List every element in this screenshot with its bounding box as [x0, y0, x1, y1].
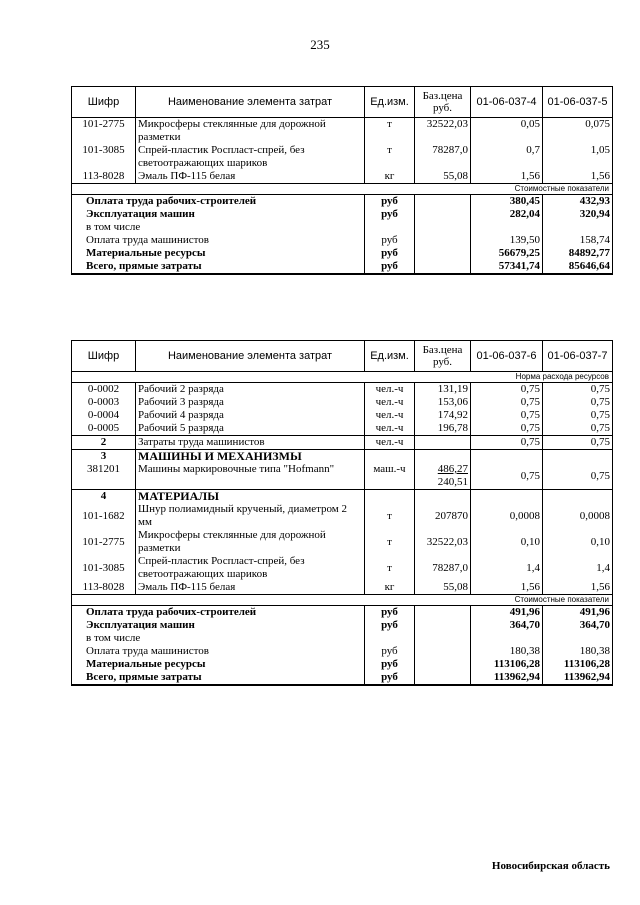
- section-number: 4: [72, 490, 136, 504]
- summary-value-2: 113962,94: [543, 671, 613, 685]
- row-value-2: 0,75: [543, 409, 613, 422]
- summary-value-2: 113106,28: [543, 658, 613, 671]
- row-code: 113-8028: [72, 581, 136, 595]
- header-code: Шифр: [72, 341, 136, 372]
- summary-row: [72, 221, 613, 234]
- summary-name: Эксплуатация машин: [72, 208, 365, 221]
- table-row: [72, 581, 613, 595]
- summary-value-1: 180,38: [471, 645, 543, 658]
- table-row: [72, 555, 613, 581]
- row-value-1: 0,75: [471, 383, 543, 397]
- table-row: [72, 170, 613, 184]
- table-row: [72, 118, 613, 145]
- subheader-label: Стоимостные показатели: [72, 184, 613, 195]
- section-empty: [415, 436, 471, 450]
- row-name: Микросферы стеклянные для дорожной разметки: [136, 529, 365, 555]
- row-base-price: 196,78: [415, 422, 471, 436]
- header-unit: Ед.изм.: [365, 341, 415, 372]
- row-name: Машины маркировочные типа "Hofmann": [136, 463, 365, 490]
- header-name: Наименование элемента затрат: [136, 341, 365, 372]
- row-unit: т: [365, 118, 415, 145]
- summary-empty: [415, 221, 471, 234]
- summary-value-1: [471, 632, 543, 645]
- row-code: 381201: [72, 463, 136, 490]
- row-base-price: 55,08: [415, 581, 471, 595]
- estimate-table-1: [71, 86, 613, 275]
- row-code: 101-3085: [72, 144, 136, 170]
- row-unit: т: [365, 503, 415, 529]
- section-empty: [415, 490, 471, 504]
- row-value-2: 0,075: [543, 118, 613, 145]
- summary-empty: [415, 208, 471, 221]
- summary-value-2: [543, 632, 613, 645]
- row-unit: т: [365, 144, 415, 170]
- summary-empty: [415, 234, 471, 247]
- cost-indicators-subheader: [72, 184, 613, 195]
- row-value-1: 0,75: [471, 409, 543, 422]
- header-code: Шифр: [72, 87, 136, 118]
- section-empty: [543, 450, 613, 464]
- row-value-2: 0,75: [543, 396, 613, 409]
- row-value-1: 0,75: [471, 396, 543, 409]
- summary-unit: руб: [365, 645, 415, 658]
- row-value-1: 1,56: [471, 581, 543, 595]
- header-col-1: 01-06-037-6: [471, 341, 543, 372]
- summary-unit: руб: [365, 247, 415, 260]
- row-code: 0-0004: [72, 409, 136, 422]
- row-name: Рабочий 2 разряда: [136, 383, 365, 397]
- row-value-1: 1,56: [471, 170, 543, 184]
- row-base-price: 207870: [415, 503, 471, 529]
- row-value-1: 0,75: [471, 422, 543, 436]
- row-value-1: 1,4: [471, 555, 543, 581]
- row-name: Шнур полиамидный крученый, диаметром 2 мм: [136, 503, 365, 529]
- table-row: [72, 422, 613, 436]
- row-value-1: 0,10: [471, 529, 543, 555]
- summary-row: [72, 632, 613, 645]
- row-unit: кг: [365, 581, 415, 595]
- row-code: 101-2775: [72, 529, 136, 555]
- row-unit: чел.-ч: [365, 422, 415, 436]
- section-machines: [72, 450, 613, 464]
- row-base-price: 55,08: [415, 170, 471, 184]
- summary-row: [72, 247, 613, 260]
- summary-value-2: 84892,77: [543, 247, 613, 260]
- estimate-table-2: [71, 340, 613, 686]
- row-code: 101-1682: [72, 503, 136, 529]
- footer-region: Новосибирская область: [491, 860, 610, 872]
- machine-price: 486,27: [437, 463, 468, 475]
- summary-row: [72, 208, 613, 221]
- summary-unit: руб: [365, 671, 415, 685]
- row-base-price: 131,19: [415, 383, 471, 397]
- subheader-label: Стоимостные показатели: [72, 595, 613, 606]
- section-title: МАШИНЫ И МЕХАНИЗМЫ: [136, 450, 365, 464]
- summary-value-1: 56679,25: [471, 247, 543, 260]
- section-empty: [365, 450, 415, 464]
- row-code: 101-2775: [72, 118, 136, 145]
- table-row: [72, 503, 613, 529]
- summary-empty: [415, 247, 471, 260]
- table-row: [72, 383, 613, 397]
- row-name: Рабочий 4 разряда: [136, 409, 365, 422]
- header-base-price: Баз.цена руб.: [415, 87, 471, 118]
- summary-empty: [415, 606, 471, 620]
- summary-value-2: [543, 221, 613, 234]
- table-row: [72, 396, 613, 409]
- row-unit: кг: [365, 170, 415, 184]
- summary-unit: руб: [365, 606, 415, 620]
- section-materials: [72, 490, 613, 504]
- summary-value-1: [471, 221, 543, 234]
- summary-empty: [415, 658, 471, 671]
- summary-unit: руб: [365, 658, 415, 671]
- summary-value-2: 180,38: [543, 645, 613, 658]
- summary-unit: [365, 221, 415, 234]
- row-value-2: 0,0008: [543, 503, 613, 529]
- summary-empty: [415, 645, 471, 658]
- row-name: Эмаль ПФ-115 белая: [136, 170, 365, 184]
- summary-value-1: 282,04: [471, 208, 543, 221]
- row-unit: т: [365, 555, 415, 581]
- summary-name: Материальные ресурсы: [72, 247, 365, 260]
- summary-unit: руб: [365, 208, 415, 221]
- summary-name: Всего, прямые затраты: [72, 260, 365, 274]
- row-code: 113-8028: [72, 170, 136, 184]
- section-name: Затраты труда машинистов: [136, 436, 365, 450]
- row-unit: чел.-ч: [365, 409, 415, 422]
- row-code: 0-0003: [72, 396, 136, 409]
- row-base-price: 174,92: [415, 409, 471, 422]
- section-number: 2: [72, 436, 136, 450]
- summary-empty: [415, 632, 471, 645]
- header-name: Наименование элемента затрат: [136, 87, 365, 118]
- summary-value-1: 380,45: [471, 195, 543, 209]
- table-1-header: [72, 87, 613, 118]
- header-unit: Ед.изм.: [365, 87, 415, 118]
- summary-unit: руб: [365, 195, 415, 209]
- summary-name: Оплата труда рабочих-строителей: [72, 195, 365, 209]
- page-number: 235: [310, 37, 330, 52]
- header-col-1: 01-06-037-4: [471, 87, 543, 118]
- section-title: МАТЕРИАЛЫ: [136, 490, 365, 504]
- row-base-price: 78287,0: [415, 144, 471, 170]
- summary-value-1: 113962,94: [471, 671, 543, 685]
- section-empty: [415, 450, 471, 464]
- row-name: Рабочий 3 разряда: [136, 396, 365, 409]
- summary-empty: [415, 195, 471, 209]
- section-empty: [471, 490, 543, 504]
- header-col-2: 01-06-037-7: [543, 341, 613, 372]
- machine-operator-price: 240,51: [437, 476, 468, 488]
- section-unit: чел.-ч: [365, 436, 415, 450]
- row-value-1: 0,75: [471, 463, 543, 490]
- row-unit: чел.-ч: [365, 383, 415, 397]
- summary-name: в том числе: [72, 632, 365, 645]
- summary-name: Оплата труда рабочих-строителей: [72, 606, 365, 620]
- summary-row: [72, 234, 613, 247]
- row-code: 0-0005: [72, 422, 136, 436]
- summary-value-1: 57341,74: [471, 260, 543, 274]
- cost-indicators-subheader: [72, 595, 613, 606]
- row-name: Рабочий 5 разряда: [136, 422, 365, 436]
- table-row: [72, 529, 613, 555]
- row-code: 101-3085: [72, 555, 136, 581]
- summary-row: [72, 260, 613, 274]
- summary-name: Всего, прямые затраты: [72, 671, 365, 685]
- summary-name: Оплата труда машинистов: [72, 234, 365, 247]
- summary-value-2: 85646,64: [543, 260, 613, 274]
- row-unit: т: [365, 529, 415, 555]
- row-base-price: 153,06: [415, 396, 471, 409]
- subheader-label: Норма расхода ресурсов: [72, 372, 613, 383]
- summary-value-1: 491,96: [471, 606, 543, 620]
- table-row: [72, 144, 613, 170]
- section-number: 3: [72, 450, 136, 464]
- row-value-1: 0,7: [471, 144, 543, 170]
- table-row: [72, 409, 613, 422]
- row-value-1: 0,05: [471, 118, 543, 145]
- summary-name: в том числе: [72, 221, 365, 234]
- summary-unit: руб: [365, 619, 415, 632]
- summary-value-2: 432,93: [543, 195, 613, 209]
- row-name: Микросферы стеклянные для дорожной разметки: [136, 118, 365, 145]
- row-unit: маш.-ч: [365, 463, 415, 490]
- row-base-price: 32522,03: [415, 118, 471, 145]
- section-empty: [471, 450, 543, 464]
- table-row: [72, 463, 613, 490]
- row-name: Спрей-пластик Роспласт-спрей, без светоотражающих шариков: [136, 555, 365, 581]
- summary-row: [72, 619, 613, 632]
- summary-row: [72, 606, 613, 620]
- summary-value-1: 113106,28: [471, 658, 543, 671]
- row-name: Спрей-пластик Роспласт-спрей, без светоотражающих шариков: [136, 144, 365, 170]
- table-2-header: [72, 341, 613, 372]
- summary-value-2: 491,96: [543, 606, 613, 620]
- header-col-2: 01-06-037-5: [543, 87, 613, 118]
- summary-unit: руб: [365, 234, 415, 247]
- row-base-price: 32522,03: [415, 529, 471, 555]
- row-base-price: [415, 463, 471, 490]
- summary-empty: [415, 260, 471, 274]
- summary-value-1: 139,50: [471, 234, 543, 247]
- section-empty: [543, 490, 613, 504]
- summary-name: Эксплуатация машин: [72, 619, 365, 632]
- row-value-2: 1,05: [543, 144, 613, 170]
- summary-row: [72, 658, 613, 671]
- row-value-2: 0,75: [543, 463, 613, 490]
- summary-empty: [415, 671, 471, 685]
- summary-name: Материальные ресурсы: [72, 658, 365, 671]
- row-value-2: 0,75: [543, 422, 613, 436]
- summary-value-2: 320,94: [543, 208, 613, 221]
- summary-value-1: 364,70: [471, 619, 543, 632]
- row-value-2: 0,75: [543, 383, 613, 397]
- row-code: 0-0002: [72, 383, 136, 397]
- summary-row: [72, 671, 613, 685]
- summary-name: Оплата труда машинистов: [72, 645, 365, 658]
- summary-value-2: 364,70: [543, 619, 613, 632]
- row-name: Эмаль ПФ-115 белая: [136, 581, 365, 595]
- summary-row: [72, 645, 613, 658]
- row-value-2: 1,56: [543, 581, 613, 595]
- summary-row: [72, 195, 613, 209]
- section-empty: [365, 490, 415, 504]
- row-unit: чел.-ч: [365, 396, 415, 409]
- row-base-price: 78287,0: [415, 555, 471, 581]
- row-value-2: 0,10: [543, 529, 613, 555]
- resource-norm-subheader: [72, 372, 613, 383]
- row-value-2: 1,56: [543, 170, 613, 184]
- header-base-price: Баз.цена руб.: [415, 341, 471, 372]
- summary-empty: [415, 619, 471, 632]
- section-machinist-labor: [72, 436, 613, 450]
- row-value-2: 1,4: [543, 555, 613, 581]
- section-value-2: 0,75: [543, 436, 613, 450]
- summary-unit: руб: [365, 260, 415, 274]
- summary-unit: [365, 632, 415, 645]
- section-value-1: 0,75: [471, 436, 543, 450]
- summary-value-2: 158,74: [543, 234, 613, 247]
- row-value-1: 0,0008: [471, 503, 543, 529]
